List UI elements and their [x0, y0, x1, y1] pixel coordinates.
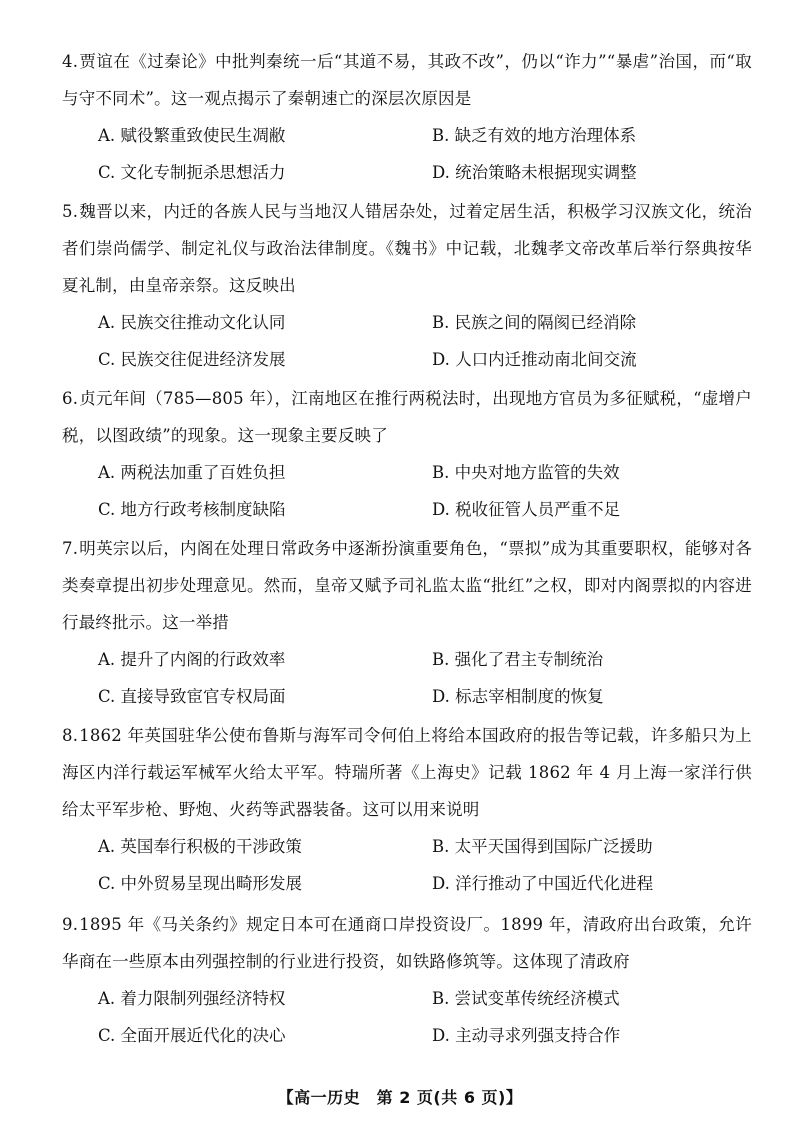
- option-b: B. 民族之间的隔阂已经消除: [432, 313, 637, 332]
- option-c: C. 文化专制扼杀思想活力: [98, 163, 286, 182]
- question-number: 8.: [62, 726, 79, 745]
- option-a: A. 着力限制列强经济特权: [98, 989, 286, 1008]
- option-d: D. 统治策略未根据现实调整: [432, 163, 637, 182]
- question-4: [62, 43, 752, 191]
- option-a: A. 赋役繁重致使民生凋敝: [98, 126, 286, 145]
- option-a: A. 提升了内阁的行政效率: [98, 650, 286, 669]
- options-grid: [98, 117, 752, 191]
- question-number: 9.: [62, 915, 79, 934]
- question-stem: [62, 380, 752, 454]
- option-b: B. 中央对地方监管的失效: [432, 463, 620, 482]
- option-d: D. 洋行推动了中国近代化进程: [432, 874, 654, 893]
- option-c: C. 中外贸易呈现出畸形发展: [98, 874, 303, 893]
- option-b: B. 尝试变革传统经济模式: [432, 989, 620, 1008]
- page-footer: 【高一历史 第 2 页(共 6 页)】: [277, 1088, 523, 1107]
- question-9: [62, 906, 752, 1054]
- question-8: [62, 717, 752, 902]
- options-grid: [98, 641, 752, 715]
- option-d: D. 税收征管人员严重不足: [432, 500, 621, 519]
- options-grid: [98, 454, 752, 528]
- option-d: D. 主动寻求列强支持合作: [432, 1026, 621, 1045]
- option-b: B. 太平天国得到国际广泛援助: [432, 837, 653, 856]
- question-text: 明英宗以后，内阁在处理日常政务中逐渐扮演重要角色，“票拟”成为其重要职权，能够对各类奏章提出初步处理意见。然而，皇帝又赋予司礼监太监“批红”之权，即对内阁票拟的内容进行最终批示。这一举措: [62, 539, 752, 632]
- question-6: [62, 380, 752, 528]
- option-b: B. 强化了君主专制统治: [432, 650, 604, 669]
- question-stem: [62, 193, 752, 304]
- question-stem: [62, 906, 752, 980]
- option-a: A. 英国奉行积极的干涉政策: [98, 837, 302, 856]
- question-text: 贾谊在《过秦论》中批判秦统一后“其道不易，其政不改”，仍以“诈力”“暴虐”治国，而“取与守不同术”。这一观点揭示了秦朝速亡的深层次原因是: [62, 52, 752, 108]
- question-text: 1895 年《马关条约》规定日本可在通商口岸投资设厂。1899 年，清政府出台政策，允许华商在一些原本由列强控制的行业进行投资，如铁路修筑等。这体现了清政府: [62, 915, 752, 971]
- option-c: C. 全面开展近代化的决心: [98, 1026, 286, 1045]
- question-number: 5.: [62, 202, 79, 221]
- question-stem: [62, 530, 752, 641]
- question-text: 魏晋以来，内迁的各族人民与当地汉人错居杂处，过着定居生活，积极学习汉族文化，统治者们崇尚儒学、制定礼仪与政治法律制度。《魏书》中记载，北魏孝文帝改革后举行祭典按华夏礼制，由皇帝亲祭。这反映出: [62, 202, 752, 295]
- option-c: C. 民族交往促进经济发展: [98, 350, 286, 369]
- question-7: [62, 530, 752, 715]
- question-number: 7.: [62, 539, 79, 558]
- option-d: D. 人口内迁推动南北间交流: [432, 350, 637, 369]
- question-number: 6.: [62, 389, 79, 408]
- option-a: A. 两税法加重了百姓负担: [98, 463, 286, 482]
- question-5: [62, 193, 752, 378]
- question-number: 4.: [62, 52, 79, 71]
- option-d: D. 标志宰相制度的恢复: [432, 687, 604, 706]
- question-stem: [62, 43, 752, 117]
- question-stem: [62, 717, 752, 828]
- question-text: 1862 年英国驻华公使布鲁斯与海军司令何伯上将给本国政府的报告等记载，许多船只为上海区内洋行载运军械军火给太平军。特瑞所著《上海史》记载 1862 年 4 月上海一家洋行供给太平军步枪、野炮、火药等武器装备。这可以用来说明: [62, 726, 752, 819]
- option-a: A. 民族交往推动文化认同: [98, 313, 286, 332]
- options-grid: [98, 980, 752, 1054]
- options-grid: [98, 304, 752, 378]
- option-c: C. 直接导致宦官专权局面: [98, 687, 286, 706]
- option-b: B. 缺乏有效的地方治理体系: [432, 126, 637, 145]
- options-grid: [98, 828, 752, 902]
- question-text: 贞元年间（785—805 年），江南地区在推行两税法时，出现地方官员为多征赋税，“虚增户税，以图政绩”的现象。这一现象主要反映了: [62, 389, 752, 445]
- option-c: C. 地方行政考核制度缺陷: [98, 500, 286, 519]
